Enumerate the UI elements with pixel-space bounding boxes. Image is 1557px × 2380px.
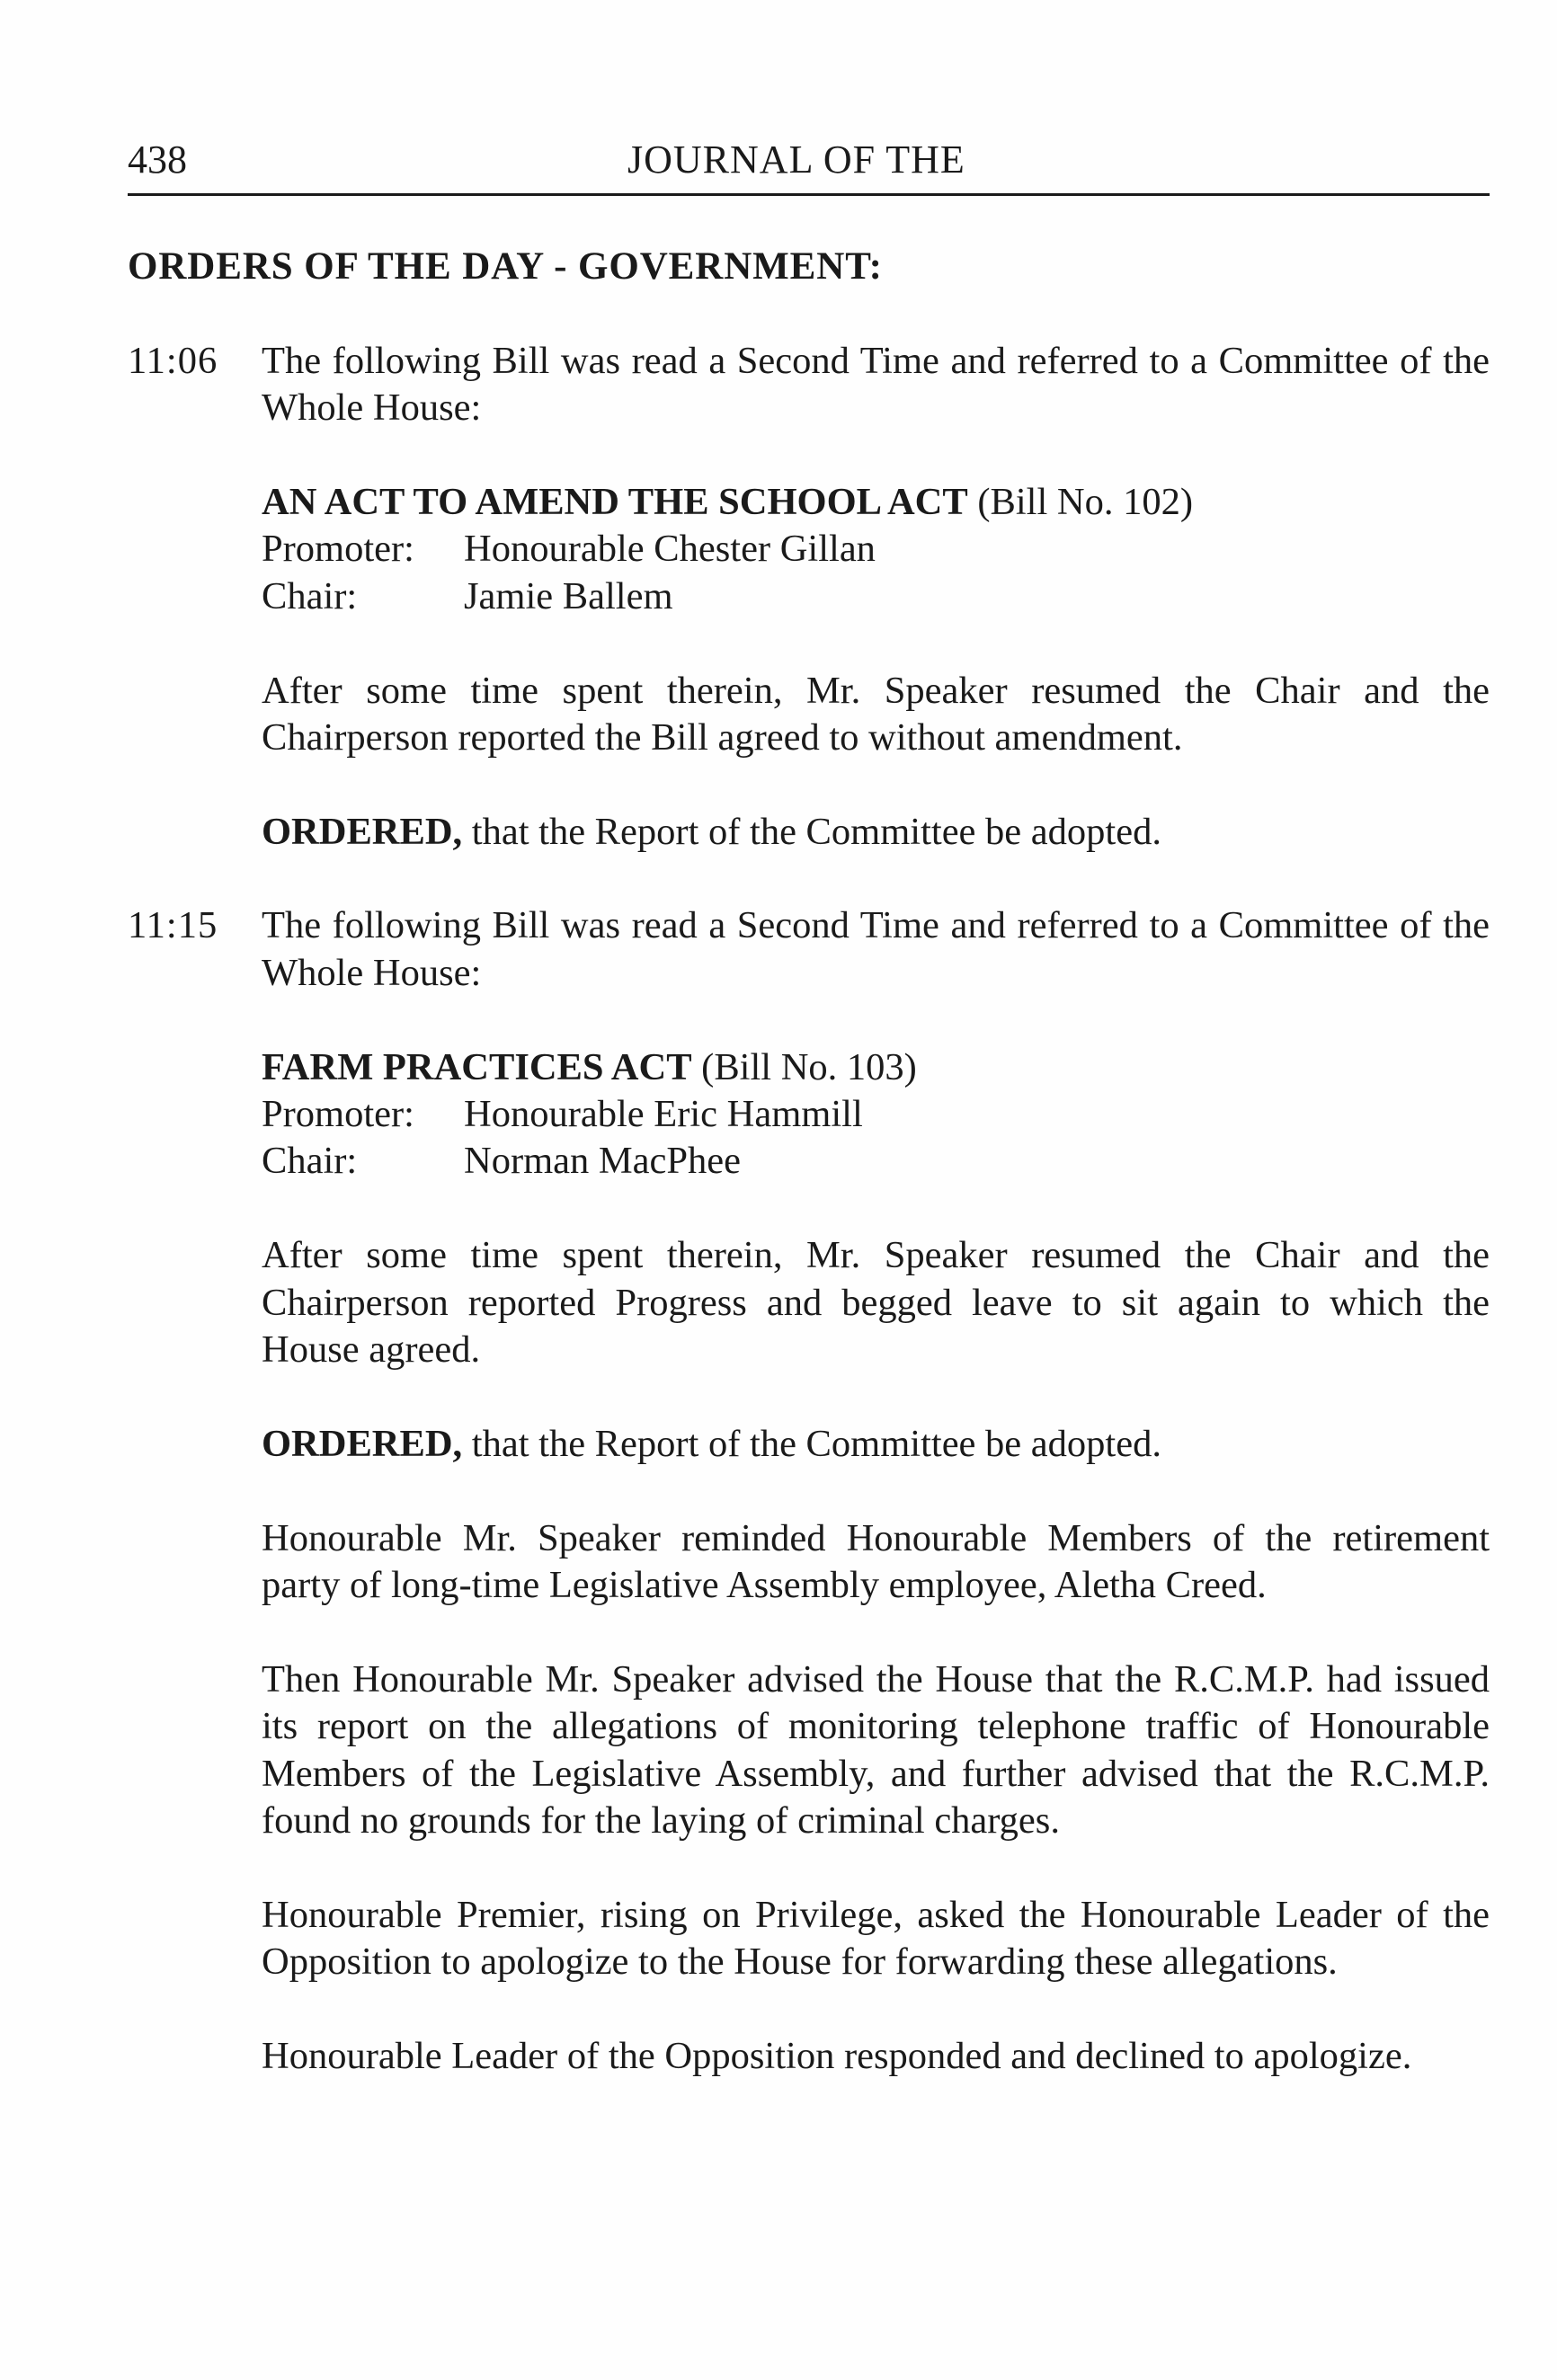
chair-name: Jamie Ballem (464, 574, 673, 617)
paragraph-line: Honourable Leader of the Opposition responded and declined to apologize. (262, 2034, 1412, 2077)
promoter-label: Promoter: (262, 528, 414, 571)
journal-paragraph (262, 1985, 1490, 2080)
section-heading: ORDERS OF THE DAY - GOVERNMENT: (128, 245, 883, 288)
paragraph-line: Members of the Legislative Assembly, and further advised that the R.C.M.P. (262, 1752, 1490, 1795)
promoter-name: Honourable Eric Hammill (464, 1093, 863, 1136)
bill-block (262, 432, 1490, 621)
paragraph-line: found no grounds for the laying of criminal charges. (262, 1798, 1060, 1842)
chair-label: Chair: (262, 1140, 358, 1183)
journal-paragraph (262, 1844, 1490, 1985)
committee-report (262, 620, 1490, 761)
paragraph-line: its report on the allegations of monitoring telephone traffic of Honourable (262, 1705, 1490, 1748)
entry-text-line: The following Bill was read a Second Time and referred to a Committee of the (262, 904, 1490, 947)
chair-label: Chair: (262, 574, 358, 617)
ordered-text: that the Report of the Committee be adopted. (471, 1422, 1161, 1465)
ordered-line (262, 809, 1490, 856)
committee-report-line: Chairperson reported Progress and begged leave to sit again to which the (262, 1281, 1490, 1324)
promoter-line (262, 526, 1490, 573)
committee-report-line: House agreed. (262, 1328, 481, 1371)
bill-title-line (262, 479, 1490, 526)
entry-time: 11:15 (128, 904, 218, 947)
paragraph-line: party of long-time Legislative Assembly employee, Aletha Creed. (262, 1563, 1267, 1606)
promoter-label: Promoter: (262, 1093, 414, 1136)
order-entry (128, 856, 1490, 1468)
ordered-keyword: ORDERED, (262, 810, 463, 853)
bill-title: FARM PRACTICES ACT (262, 1045, 692, 1088)
bill-number: (Bill No. 102) (977, 480, 1193, 523)
ordered-line (262, 1421, 1490, 1468)
order-statement (262, 761, 1490, 856)
paragraph-line: Then Honourable Mr. Speaker advised the House that the R.C.M.P. had issued (262, 1657, 1490, 1701)
entry-text-line: Whole House: (262, 951, 482, 994)
paragraph-line: Honourable Premier, rising on Privilege, asked the Honourable Leader of the (262, 1893, 1490, 1936)
committee-report-line: Chairperson reported the Bill agreed to without amendment. (262, 715, 1183, 759)
order-statement (262, 1373, 1490, 1468)
page-number: 438 (128, 138, 187, 182)
journal-paragraph (262, 1468, 1490, 1609)
chair-line (262, 1138, 1490, 1185)
bill-title: AN ACT TO AMEND THE SCHOOL ACT (262, 480, 968, 523)
paragraph-line: Opposition to apologize to the House for forwarding these allegations. (262, 1940, 1338, 1984)
entry-text-line: The following Bill was read a Second Time and referred to a Committee of the (262, 339, 1490, 382)
committee-report (262, 1186, 1490, 1374)
chair-line (262, 573, 1490, 620)
entry-time: 11:06 (128, 339, 218, 382)
committee-report-line: After some time spent therein, Mr. Speaker resumed the Chair and the (262, 1234, 1490, 1277)
ordered-text: that the Report of the Committee be adopted. (471, 810, 1161, 853)
header-rule (128, 193, 1490, 196)
paragraph-line: Honourable Mr. Speaker reminded Honourable Members of the retirement (262, 1516, 1490, 1559)
promoter-name: Honourable Chester Gillan (464, 528, 876, 571)
committee-report-line: After some time spent therein, Mr. Speaker resumed the Chair and the (262, 669, 1490, 712)
bill-title-line (262, 1044, 1490, 1091)
order-entry (128, 290, 1490, 856)
journal-content (128, 244, 1490, 2080)
ordered-keyword: ORDERED, (262, 1422, 463, 1465)
running-header-title: JOURNAL OF THE (627, 138, 965, 182)
entry-intro (262, 902, 1490, 997)
promoter-line (262, 1091, 1490, 1138)
entry-text-line: Whole House: (262, 386, 482, 430)
entry-intro (262, 338, 1490, 432)
chair-name: Norman MacPhee (464, 1140, 742, 1183)
journal-paragraph (262, 1609, 1490, 1844)
bill-number: (Bill No. 103) (701, 1045, 917, 1088)
bill-block (262, 997, 1490, 1186)
